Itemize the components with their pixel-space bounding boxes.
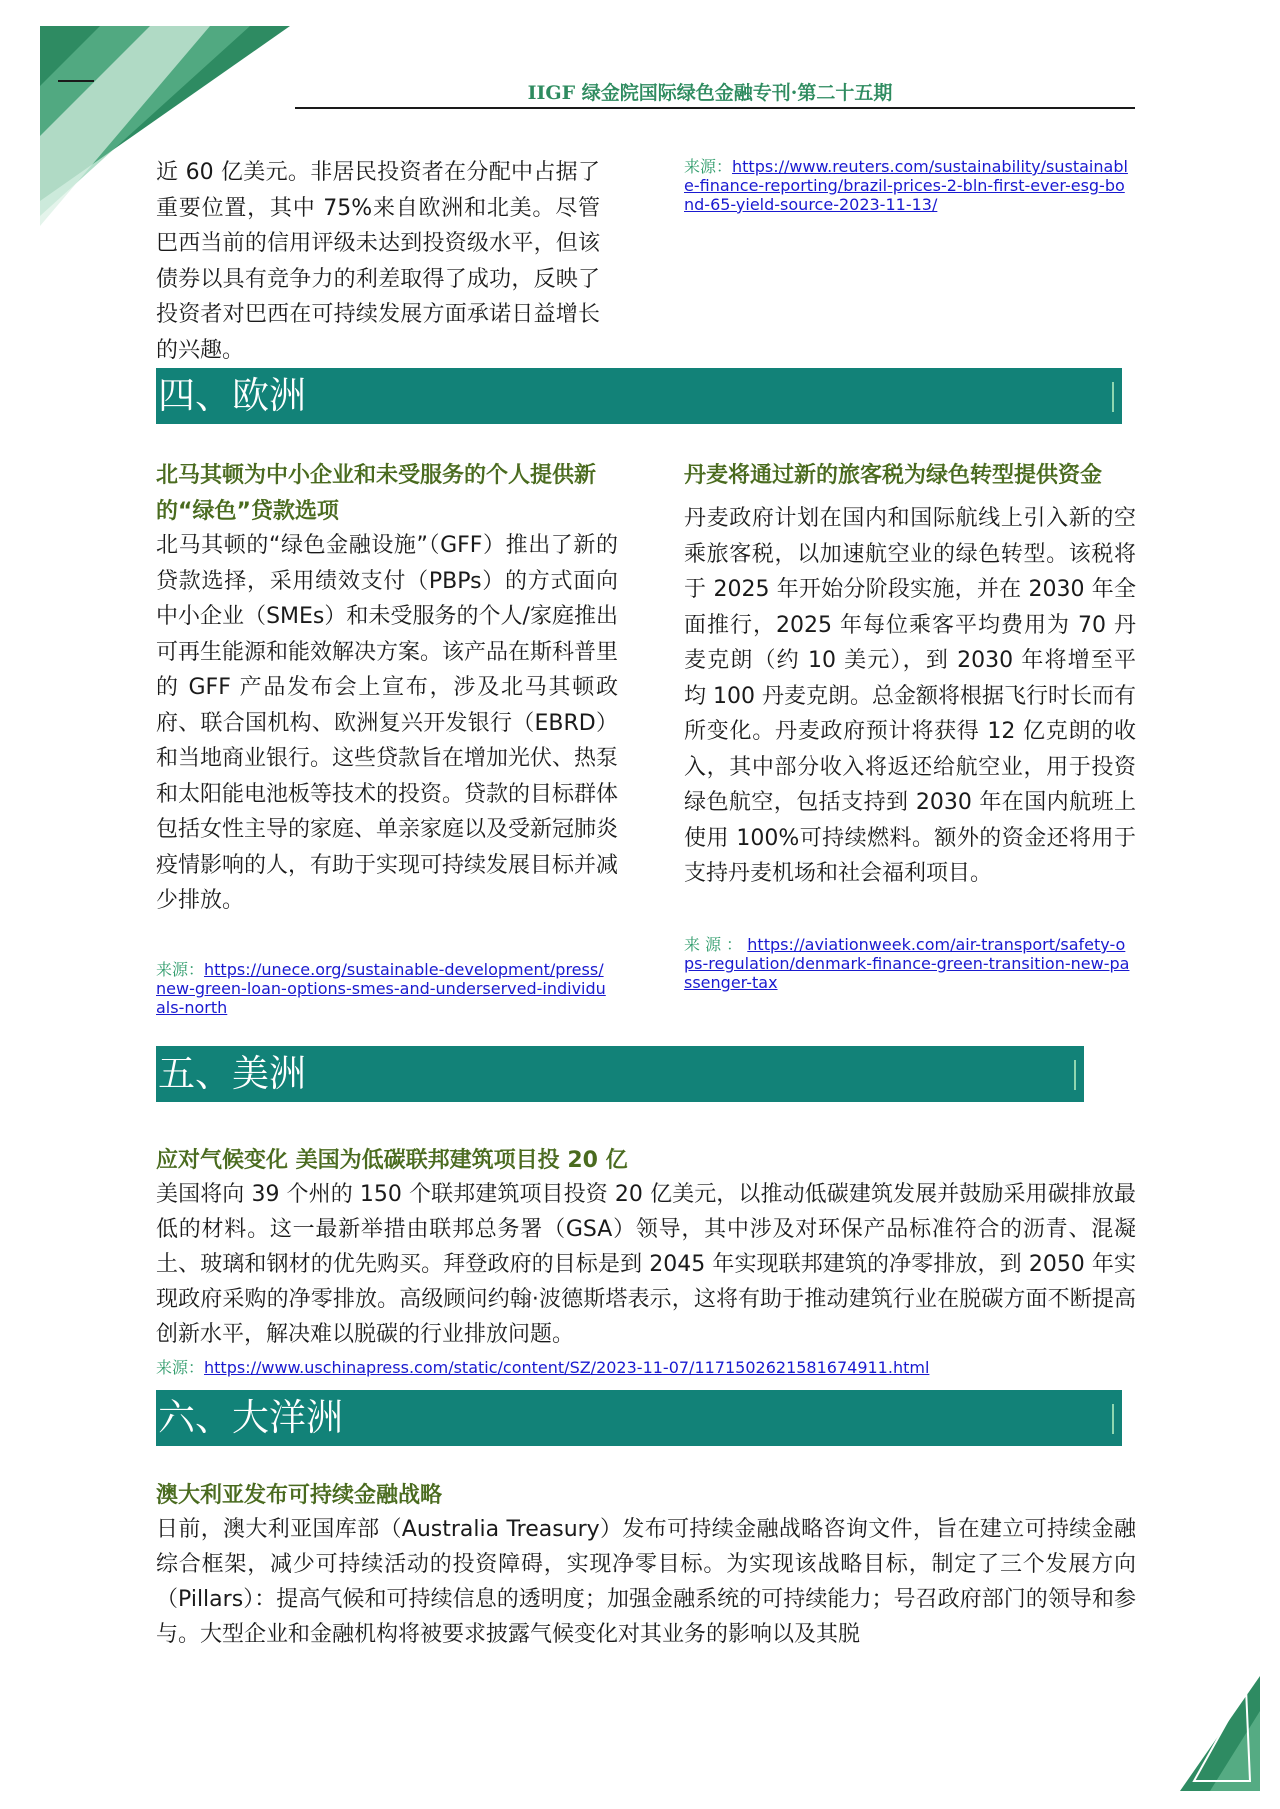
north-macedonia-heading: 北马其顿为中小企业和未受服务的个人提供新的“绿色”贷款选项	[156, 463, 597, 524]
source-label: 来源：	[156, 960, 205, 979]
source-label: 来 源 ：	[684, 935, 743, 954]
us-source	[156, 1358, 1136, 1377]
header-rule	[295, 107, 1135, 109]
section-title-americas: 五、美洲	[158, 1052, 306, 1095]
section-title-oceania: 六、大洋洲	[158, 1396, 343, 1439]
section-bar-tick	[1074, 1060, 1076, 1090]
denmark-paragraph: 丹麦政府计划在国内和国际航线上引入新的空乘旅客税，以加速航空业的绿色转型。该税将于 2025 年开始分阶段实施，并在 2030 年全面推行，2025 年每位乘客平均费用为 70 丹麦克朗（约 10 美元），到 2030 年将增至平均 100 丹麦克朗。总金额将根据飞行时长而有所变化。丹麦政府预计将获得 12 亿克朗的收入，其中部分收入将返还给航空业，用于投资绿色航空，包括支持到 2030 年在国内航班上使用 100%可持续燃料。额外的资金还将用于支持丹麦机场和社会福利项目。	[684, 506, 1136, 886]
us-source-link[interactable]: https://www.uschinapress.com/static/content/SZ/2023-11-07/1171502621581674911.html	[204, 1358, 930, 1377]
denmark-heading: 丹麦将通过新的旅客税为绿色转型提供资金	[684, 463, 1103, 488]
us-paragraph: 美国将向 39 个州的 150 个联邦建筑项目投资 20 亿美元，以推动低碳建筑发展并鼓励采用碳排放最低的材料。这一最新举措由联邦总务署（GSA）领导，其中涉及对环保产品标准符合的沥青、混凝土、玻璃和钢材的优先购买。拜登政府的目标是到 2045 年实现联邦建筑的净零排放，到 2050 年实现政府采购的净零排放。高级顾问约翰·波德斯塔表示，这将有助于推动建筑行业在脱碳方面不断提高创新水平，解决难以脱碳的行业排放问题。	[156, 1182, 1136, 1347]
brazil-paragraph: 近 60 亿美元。非居民投资者在分配中占据了重要位置，其中 75%来自欧洲和北美。尽管巴西当前的信用评级未达到投资级水平，但该债券以具有竞争力的利差取得了成功，反映了投资者对巴西在可持续发展方面承诺日益增长的兴趣。	[156, 160, 600, 363]
denmark-source	[684, 935, 1134, 992]
source-label: 来源：	[156, 1358, 205, 1377]
section-bar-tick	[1112, 382, 1114, 412]
australia-paragraph: 日前，澳大利亚国库部（Australia Treasury）发布可持续金融战略咨询文件，旨在建立可持续金融综合框架，减少可持续活动的投资障碍，实现净零目标。为实现该战略目标，制定了三个发展方向（Pillars）：提高气候和可持续信息的透明度；加强金融系统的可持续能力；号召政府部门的领导和参与。大型企业和金融机构将被要求披露气候变化对其业务的影响以及其脱	[156, 1517, 1136, 1647]
denmark-source-link[interactable]: https://aviationweek.com/air-transport/safety-ops-regulation/denmark-finance-green-transition-new-passenger-tax	[684, 935, 1130, 992]
north-macedonia-source	[156, 960, 606, 1017]
source-label: 来源：	[684, 157, 733, 176]
north-macedonia-paragraph: 北马其顿的“绿色金融设施”（GFF）推出了新的贷款选择，采用绩效支付（PBPs）的方式面向中小企业（SMEs）和未受服务的个人/家庭推出可再生能源和能效解决方案。该产品在斯科普里的 GFF 产品发布会上宣布，涉及北马其顿政府、联合国机构、欧洲复兴开发银行（EBRD）和当地商业银行。这些贷款旨在增加光伏、热泵和太阳能电池板等技术的投资。贷款的目标群体包括女性主导的家庭、单亲家庭以及受新冠肺炎疫情影响的人，有助于实现可持续发展目标并减少排放。	[156, 533, 619, 913]
section-bar-europe	[156, 368, 1122, 424]
section-bar-americas	[156, 1046, 1084, 1102]
australia-heading: 澳大利亚发布可持续金融战略	[156, 1483, 443, 1508]
header-dash	[58, 80, 94, 82]
brazil-source-link[interactable]: https://www.reuters.com/sustainability/sustainable-finance-reporting/brazil-prices-2-bln-first-ever-esg-bond-65-yield-source-2023-11-13/	[684, 157, 1128, 214]
section-bar-oceania	[156, 1390, 1122, 1446]
page-header-title: IIGF 绿金院国际绿色金融专刊·第二十五期	[527, 82, 893, 104]
section-title-europe: 四、欧洲	[158, 374, 306, 417]
us-heading: 应对气候变化 美国为低碳联邦建筑项目投 20 亿	[156, 1148, 628, 1173]
corner-decoration-bottom-right	[1180, 1676, 1260, 1791]
brazil-source	[684, 157, 1130, 214]
north-macedonia-source-link[interactable]: https://unece.org/sustainable-development/press/new-green-loan-options-smes-and-underserved-individuals-north	[156, 960, 606, 1017]
section-bar-tick	[1112, 1404, 1114, 1434]
